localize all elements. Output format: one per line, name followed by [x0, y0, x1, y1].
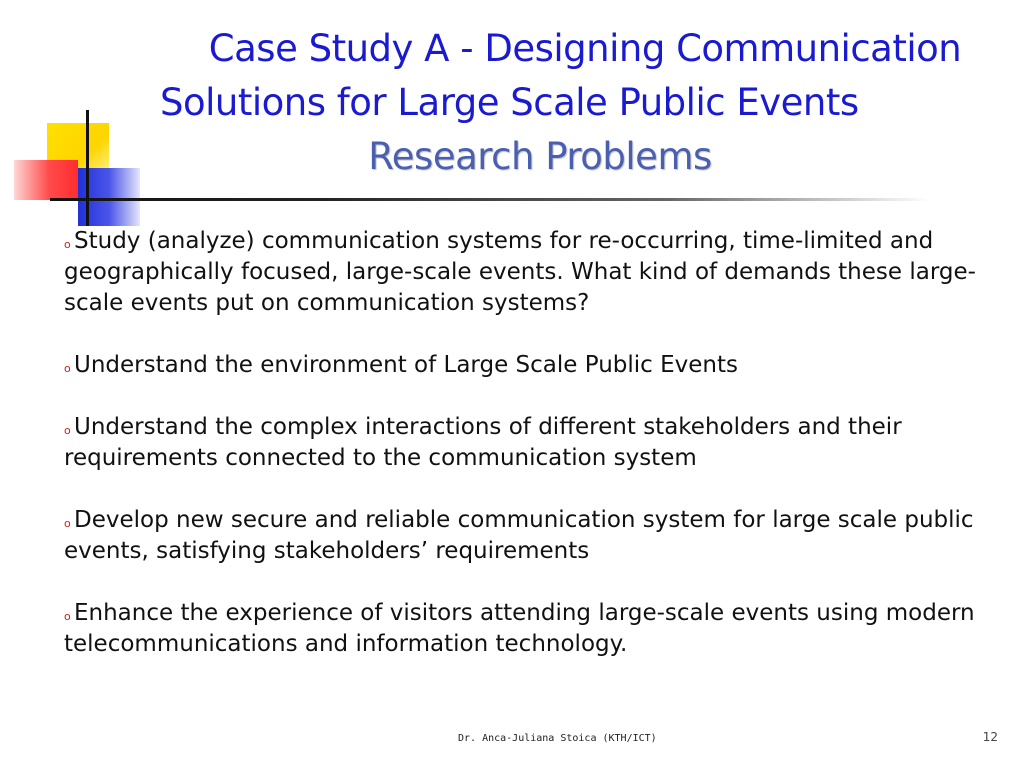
bullet-icon: o [64, 610, 71, 623]
title-line-2: Solutions for Large Scale Public Events [160, 81, 859, 124]
vertical-line-decoration [86, 110, 89, 226]
slide-subtitle: Research Problems [368, 135, 712, 178]
bullet-text: Understand the complex interactions of different stakeholders and their requirements connected to the communication system [64, 414, 902, 471]
bullet-text: Study (analyze) communication systems for re-occurring, time-limited and geographically focused, large-scale events. What kind of demands these large-scale events put on communication systems? [64, 228, 976, 316]
title-divider [50, 198, 930, 201]
list-item [64, 598, 984, 660]
bullet-icon: o [64, 238, 71, 251]
red-square-decoration [14, 160, 78, 200]
bullet-icon: o [64, 517, 71, 530]
bullet-text: Enhance the experience of visitors attending large-scale events using modern telecommunications and information technology. [64, 600, 975, 657]
slide-title [120, 22, 1020, 184]
list-item [64, 505, 984, 567]
bullet-icon: o [64, 362, 71, 375]
bullet-icon: o [64, 424, 71, 437]
bullet-list [64, 226, 984, 691]
list-item [64, 226, 984, 319]
list-item [64, 350, 984, 381]
bullet-text: Develop new secure and reliable communication system for large scale public events, satisfying stakeholders’ requirements [64, 507, 974, 564]
page-number: 12 [982, 730, 998, 744]
title-line-1: Case Study A - Designing Communication [208, 27, 962, 70]
list-item [64, 412, 984, 474]
bullet-text: Understand the environment of Large Scale Public Events [74, 352, 738, 378]
slide-footer: Dr. Anca-Juliana Stoica (KTH/ICT) [458, 733, 657, 744]
